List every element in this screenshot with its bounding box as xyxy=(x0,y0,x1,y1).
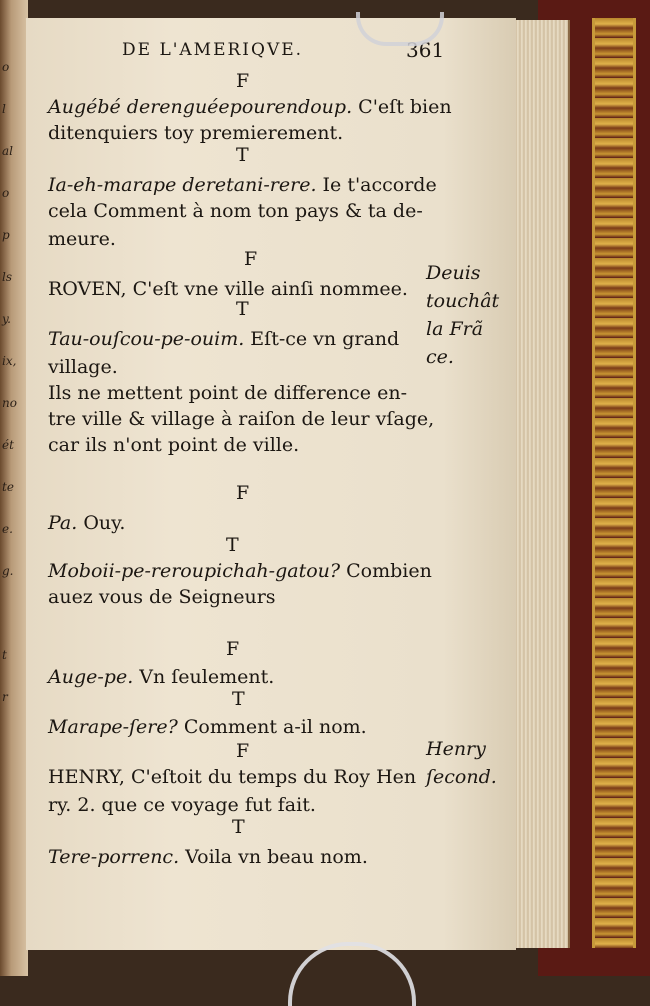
text-line xyxy=(48,666,274,688)
french-text: Vn ſeulement. xyxy=(133,666,275,688)
margin-note: Henry xyxy=(426,738,486,760)
prev-page-fragment: ix, xyxy=(2,354,17,368)
french-text: village. xyxy=(48,356,118,378)
speaker-marker: T xyxy=(236,298,249,320)
text-line xyxy=(48,200,423,222)
french-text: ROVEN, C'eſt vne ville ainſi nommee. xyxy=(48,278,408,300)
prev-page-fragment: ét xyxy=(2,438,14,452)
prev-page-fragment: r xyxy=(2,690,8,704)
margin-note: touchât xyxy=(426,290,500,312)
french-text: Comment a-il nom. xyxy=(177,716,367,738)
prev-page-fragment: e. xyxy=(2,522,13,536)
margin-note: la Frã xyxy=(426,318,484,340)
prev-page-fragment: y. xyxy=(2,312,11,326)
french-text: C'eſt bien xyxy=(352,96,452,118)
text-line xyxy=(48,356,118,378)
french-text: Ouy. xyxy=(77,512,126,534)
page-clip-bottom xyxy=(288,942,416,1006)
french-text: Combien xyxy=(340,560,432,582)
tupi-phrase: Augébé derenguéepourendoup. xyxy=(48,96,353,118)
margin-note: ſecond. xyxy=(426,766,497,788)
previous-page-edge xyxy=(0,0,24,976)
french-text: car ils n'ont point de ville. xyxy=(48,434,300,456)
margin-note: ce. xyxy=(426,346,454,368)
prev-page-fragment: al xyxy=(2,144,13,158)
prev-page-fragment: o xyxy=(2,186,10,200)
speaker-marker: F xyxy=(236,70,250,92)
french-text: ditenquiers toy premierement. xyxy=(48,122,344,144)
speaker-marker: T xyxy=(226,534,239,556)
prev-page-fragment: te xyxy=(2,480,14,494)
speaker-marker: F xyxy=(236,482,250,504)
french-text: cela Comment à nom ton pays & ta de- xyxy=(48,200,423,222)
french-text: meure. xyxy=(48,228,116,250)
prev-page-fragment: p xyxy=(2,228,10,242)
french-text: Voila vn beau nom. xyxy=(179,846,368,868)
text-line xyxy=(48,408,434,430)
french-text: HENRY, C'eſtoit du temps du Roy Hen xyxy=(48,766,417,788)
prev-page-fragment: ls xyxy=(2,270,12,284)
speaker-marker: T xyxy=(232,688,245,710)
text-line xyxy=(48,382,407,404)
tupi-phrase: Moboii-pe-reroupichah-gatou? xyxy=(48,560,341,582)
text-line xyxy=(48,846,368,868)
text-line xyxy=(48,716,367,738)
running-title: DE L'AMERIQVE. xyxy=(122,40,304,60)
tupi-phrase: Ia-eh-marape deretani-rere. xyxy=(48,174,317,196)
prev-page-fragment: g. xyxy=(2,564,14,578)
speaker-marker: F xyxy=(244,248,258,270)
prev-page-fragment: o xyxy=(2,60,10,74)
french-text: Ils ne mettent point de difference en- xyxy=(48,382,407,404)
text-line xyxy=(48,278,408,300)
speaker-marker: T xyxy=(236,144,249,166)
text-line xyxy=(48,766,416,788)
tupi-phrase: Auge-pe. xyxy=(48,666,134,688)
text-line xyxy=(48,328,399,350)
page-number: 361 xyxy=(406,38,445,62)
tupi-phrase: Tau-ouſcou-pe-ouim. xyxy=(48,328,245,350)
prev-page-fragment: l xyxy=(2,102,6,116)
french-text: tre ville & village à raiſon de leur vſage, xyxy=(48,408,435,430)
prev-page-fragment: t xyxy=(2,648,7,662)
tupi-phrase: Pa. xyxy=(48,512,78,534)
prev-page-fragment: no xyxy=(2,396,17,410)
french-text: ry. 2. que ce voyage fut fait. xyxy=(48,794,316,816)
text-line xyxy=(48,174,437,196)
text-line xyxy=(48,586,276,608)
french-text: auez vous de Seigneurs xyxy=(48,586,276,608)
text-line xyxy=(48,560,432,582)
margin-note: Deuis xyxy=(426,262,481,284)
book-page xyxy=(26,18,516,950)
french-text: Eſt-ce vn grand xyxy=(244,328,400,350)
text-line xyxy=(48,512,125,534)
text-line xyxy=(48,794,316,816)
gilt-border xyxy=(592,18,636,948)
text-line xyxy=(48,96,452,118)
text-line xyxy=(48,434,299,456)
page-edges xyxy=(514,20,570,948)
speaker-marker: T xyxy=(232,816,245,838)
text-line xyxy=(48,122,343,144)
tupi-phrase: Tere-porrenc. xyxy=(48,846,180,868)
french-text: Ie t'accorde xyxy=(316,174,437,196)
speaker-marker: F xyxy=(226,638,240,660)
speaker-marker: F xyxy=(236,740,250,762)
text-line xyxy=(48,228,116,250)
tupi-phrase: Marape-ſere? xyxy=(48,716,178,738)
